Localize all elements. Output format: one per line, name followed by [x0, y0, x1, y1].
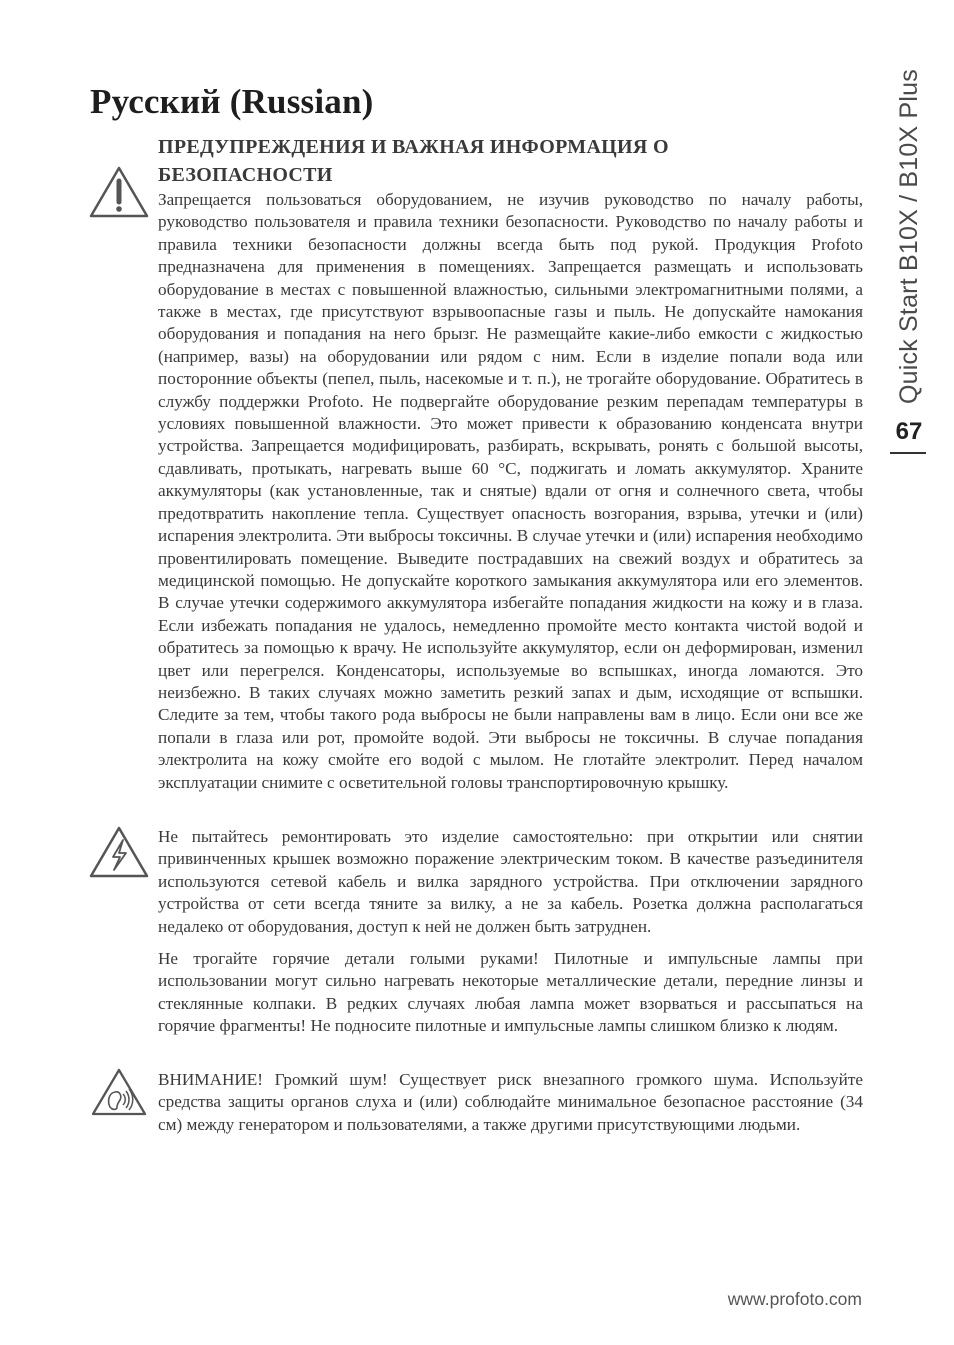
safety-paragraph-general: Запрещается пользоваться оборудованием, не изучив руководство по началу работы, руководство пользователя и правила техники безопасности. Руководство по началу работы и правила техники безопасности должны всегда быть под рукой. Продукция Profoto предназначена для применения в помещениях. Запрещается размещать и использовать оборудование в местах с повышенной влажностью, сильными электромагнитными полями, а также в местах, где присутствуют взрывоопасные газы и пыль. Не допускайте намокания оборудования и попадания на него брызг. Не размещайте какие-либо емкости с жидкостью (например, вазы) на оборудовании или рядом с ним. Если в изделие попали вода или посторонние объекты (пепел, пыль, насекомые и т. п.), не трогайте оборудование. Обратитесь в службу поддержки Profoto. Не подвергайте оборудование резким перепадам температуры в условиях повышенной влажности. Это может привести к образованию конденсата внутри устройства. Запрещается модифицировать, разбирать, вскрывать, ронять с большой высоты, сдавливать, протыкать, нагревать выше 60 °C, поджигать и ломать аккумулятор. Храните аккумуляторы (как установленные, так и снятые) вдали от огня и солнечного света, чтобы предотвратить накопление тепла. Существует опасность возгорания, взрыва, утечки и (или) испарения электролита. Эти выбросы токсичны. В случае утечки и (или) испарения необходимо провентилировать помещение. Выведите пострадавших на свежий воздух и обратитесь за медицинской помощью. Не допускайте короткого замыкания аккумулятора или его элементов. В случае утечки содержимого аккумулятора избегайте попадания жидкости на кожу и в глаза. Если избежать попадания не удалось, немедленно промойте место контакта чистой водой и обратитесь за помощью к врачу. Не используйте аккумулятор, если он деформирован, изменил цвет или перегрелся. Конденсаторы, используемые во вспышках, иногда ломаются. Это неизбежно. В таких случаях можно заметить резкий запах и дым, исходящие от вспышки. Следите за тем, чтобы такого рода выбросы не были направлены вам в лицо. Если они все же попали в глаза или рот, промойте водой. Эти выбросы не токсичны. В случае попадания электролита на кожу смойте его водой с мылом. Не глотайте электролит. Перед началом эксплуатации снимите с осветительной головы транспортировочную крышку. [158, 190, 863, 792]
safety-heading-line1: ПРЕДУПРЕЖДЕНИЯ И ВАЖНАЯ ИНФОРМАЦИЯ О [158, 136, 669, 158]
warning-triangle-exclamation-icon [88, 165, 150, 219]
safety-paragraph-electric: Не пытайтесь ремонтировать это изделие самостоятельно: при открытии или снятии привинченных крышек возможно поражение электрическим током. В качестве разъединителя используются сетевой кабель и вилка зарядного устройства. При отключении зарядного устройства от сети всегда тяните за вилку, а не за кабель. Розетка должна располагаться недалеко от оборудования, доступ к ней не должен быть затруднен. [158, 827, 863, 936]
page-number-rule [890, 452, 926, 454]
footer-website: www.profoto.com [727, 1289, 862, 1309]
warning-triangle-lightning-icon [88, 825, 150, 879]
side-document-title: Quick Start B10X / B10X Plus [895, 69, 923, 404]
safety-paragraph-noise: ВНИМАНИЕ! Громкий шум! Существует риск внезапного громкого шума. Используйте средства защиты органов слуха и (или) соблюдайте минимальное безопасное расстояние (34 см) между генератором и пользователями, а также другими присутствующими людьми. [158, 1070, 863, 1134]
safety-paragraph-hot-parts: Не трогайте горячие детали голыми руками! Пилотные и импульсные лампы при использовании могут сильно нагревать некоторые металлические детали, передние линзы и стеклянные колпаки. В редких случаях любая лампа может взорваться и рассыпаться на горячие фрагменты! Не подносите пилотные и импульсные лампы слишком близко к людям. [158, 949, 863, 1036]
warning-triangle-loud-noise-icon [90, 1067, 148, 1117]
safety-heading [158, 133, 798, 189]
page-title: Русский (Russian) [90, 82, 374, 121]
safety-heading-line2: БЕЗОПАСНОСТИ [158, 164, 333, 186]
page-number: 67 [895, 418, 923, 445]
